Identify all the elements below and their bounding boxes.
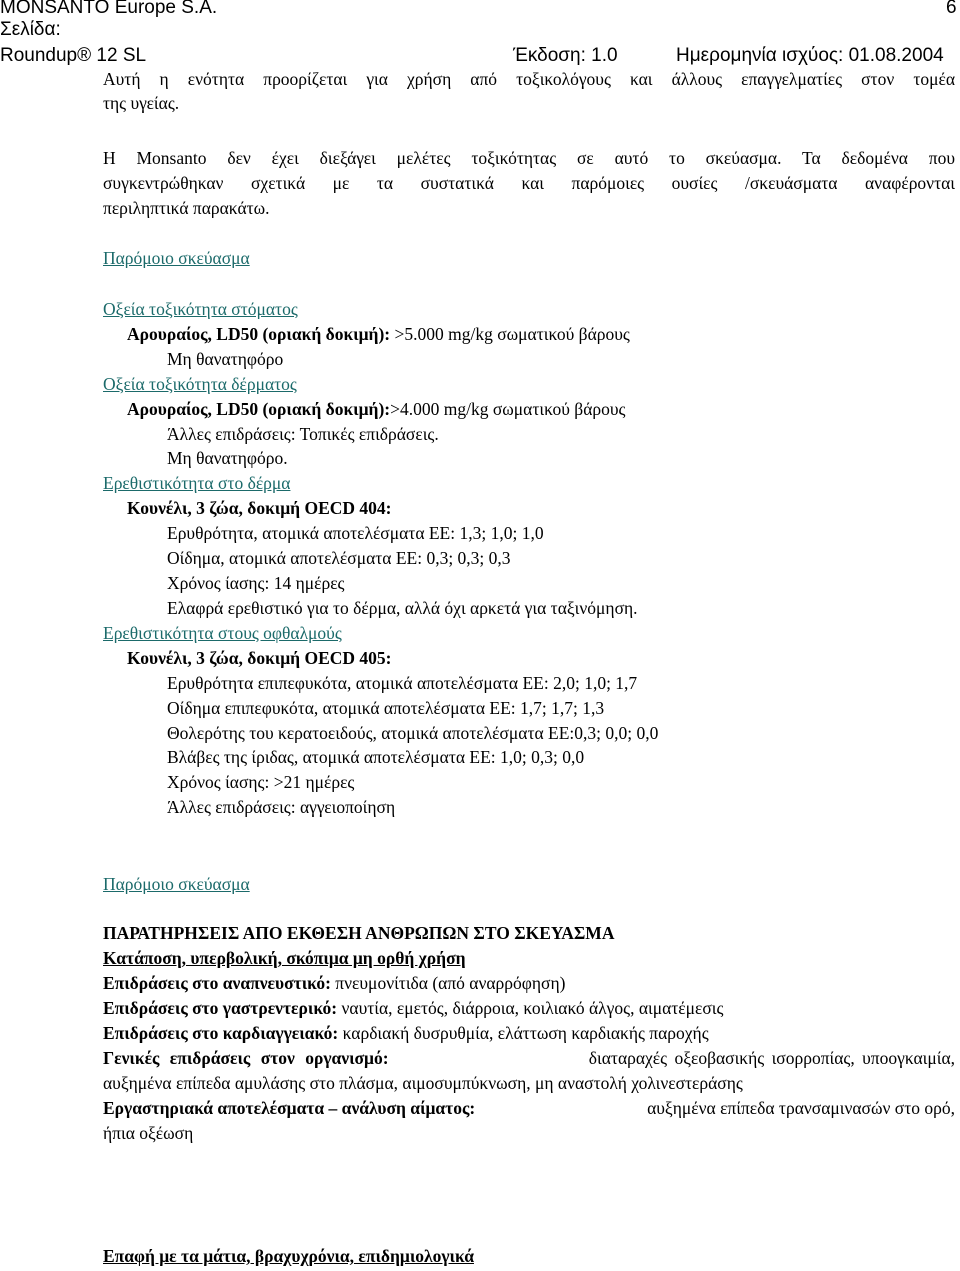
intro-line: συγκεντρώθηκαν σχετικά με τα συστατικά και παρόμοιες ουσίες /σκευάσματα αναφέρονται: [103, 173, 955, 193]
respiratory-effects: [103, 971, 565, 995]
lab-results: [103, 1096, 955, 1120]
test-value: >4.000 mg/kg σωματικού βάρους: [390, 399, 626, 419]
dermal-test-line: [127, 397, 625, 421]
page-label: Σελίδα:: [0, 19, 61, 40]
eye-result: Θολερότης του κερατοειδούς, ατομικά αποτελέσματα ΕΕ:0,3; 0,0; 0,0: [167, 723, 659, 743]
gi-effects: [103, 996, 723, 1020]
effect-value: καρδιακή δυσρυθμία, ελάττωση καρδιακής παροχής: [338, 1023, 709, 1043]
general-effects-cont: αυξημένα επίπεδα αμυλάσης στο πλάσμα, αιμοσυμπύκνωση, μη αναστολή χολινεστεράσης: [103, 1073, 743, 1093]
effect-value: αυξημένα επίπεδα τρανσαμινασών στο ορό,: [647, 1098, 955, 1118]
skin-result: Ελαφρά ερεθιστικό για το δέρμα, αλλά όχι αρκετά για ταξινόμηση.: [167, 598, 638, 618]
general-effects: [103, 1046, 955, 1070]
lab-results-cont: ήπια οξέωση: [103, 1123, 194, 1143]
intro-line: περιληπτικά παρακάτω.: [103, 198, 270, 218]
section-heading: Παρόμοιο σκεύασμα: [103, 248, 250, 268]
validity-date: Ημερομηνία ισχύος: 01.08.2004: [676, 45, 944, 66]
test-label: Αρουραίος, LD50 (οριακή δοκιμή):: [127, 399, 391, 419]
cardio-effects: [103, 1021, 709, 1045]
eye-irritation-title: Ερεθιστικότητα στους οφθαλμούς: [103, 623, 342, 643]
effect-label: Επιδράσεις στο γαστρεντερικό:: [103, 998, 338, 1018]
eye-result: Οίδημα επιπεφυκότα, ατομικά αποτελέσματα ΕΕ: 1,7; 1,7; 1,3: [167, 698, 605, 718]
version-label: Έκδοση: 1.0: [513, 45, 618, 66]
effect-label: Επιδράσεις στο αναπνευστικό:: [103, 973, 331, 993]
effect-label: Εργαστηριακά αποτελέσματα – ανάλυση αίματος:: [103, 1098, 476, 1118]
human-exposure-title: ΠΑΡΑΤΗΡΗΣΕΙΣ ΑΠΟ ΕΚΘΕΣΗ ΑΝΘΡΩΠΩΝ ΣΤΟ ΣΚΕΥΑΣΜΑ: [103, 923, 615, 943]
product-name: Roundup® 12 SL: [0, 45, 147, 66]
dermal-note: Μη θανατηφόρο.: [167, 448, 288, 468]
skin-irritation-title: Ερεθιστικότητα στο δέρμα: [103, 473, 291, 493]
oral-test-line: [127, 322, 630, 346]
eye-result: Άλλες επιδράσεις: αγγειοποίηση: [167, 797, 396, 817]
eye-result: Χρόνος ίασης: >21 ημέρες: [167, 772, 355, 792]
eye-result: Ερυθρότητα επιπεφυκότα, ατομικά αποτελέσματα ΕΕ: 2,0; 1,0; 1,7: [167, 673, 638, 693]
effect-label: Επιδράσεις στο καρδιαγγειακό:: [103, 1023, 339, 1043]
effect-value: ναυτία, εμετός, διάρροια, κοιλιακό άλγος, αιματέμεσις: [337, 998, 724, 1018]
skin-result: Οίδημα, ατομικά αποτελέσματα ΕΕ: 0,3; 0,3; 0,3: [167, 548, 511, 568]
section-heading: Παρόμοιο σκεύασμα: [103, 874, 250, 894]
eye-test-label: Κουνέλι, 3 ζώα, δοκιμή OECD 405:: [127, 648, 392, 668]
oral-note: Μη θανατηφόρο: [167, 349, 284, 369]
skin-result: Ερυθρότητα, ατομικά αποτελέσματα ΕΕ: 1,3; 1,0; 1,0: [167, 523, 544, 543]
company-name: MONSANTO Europe S.A.: [0, 0, 218, 18]
eye-result: Βλάβες της ίριδας, ατομικά αποτελέσματα ΕΕ: 1,0; 0,3; 0,0: [167, 747, 585, 767]
intro-line: της υγείας.: [103, 93, 180, 113]
eye-contact-heading: Επαφή με τα μάτια, βραχυχρόνια, επιδημιολογικά: [103, 1246, 474, 1266]
test-label: Αρουραίος, LD50 (οριακή δοκιμή):: [127, 324, 391, 344]
page-number: 6: [946, 0, 957, 18]
ingestion-subtitle: Κατάποση, υπερβολική, σκόπιμα μη ορθή χρήση: [103, 948, 466, 968]
intro-line: Η Monsanto δεν έχει διεξάγει μελέτες τοξικότητας σε αυτό το σκεύασμα. Τα δεδομένα που: [103, 148, 955, 168]
effect-value: πνευμονίτιδα (από αναρρόφηση): [330, 973, 566, 993]
effect-label: Γενικές επιδράσεις στον οργανισμό:: [103, 1048, 389, 1068]
effect-value: διαταραχές οξεοβασικής ισορροπίας, υποογκαιμία,: [588, 1048, 955, 1068]
skin-result: Χρόνος ίασης: 14 ημέρες: [167, 573, 345, 593]
test-value: >5.000 mg/kg σωματικού βάρους: [390, 324, 630, 344]
skin-test-label: Κουνέλι, 3 ζώα, δοκιμή OECD 404:: [127, 498, 392, 518]
dermal-toxicity-title: Οξεία τοξικότητα δέρματος: [103, 374, 297, 394]
oral-toxicity-title: Οξεία τοξικότητα στόματος: [103, 299, 298, 319]
dermal-note: Άλλες επιδράσεις: Τοπικές επιδράσεις.: [167, 424, 439, 444]
intro-line: Αυτή η ενότητα προορίζεται για χρήση από τοξικολόγους και άλλους επαγγελματίες στον τομέα: [103, 69, 955, 89]
